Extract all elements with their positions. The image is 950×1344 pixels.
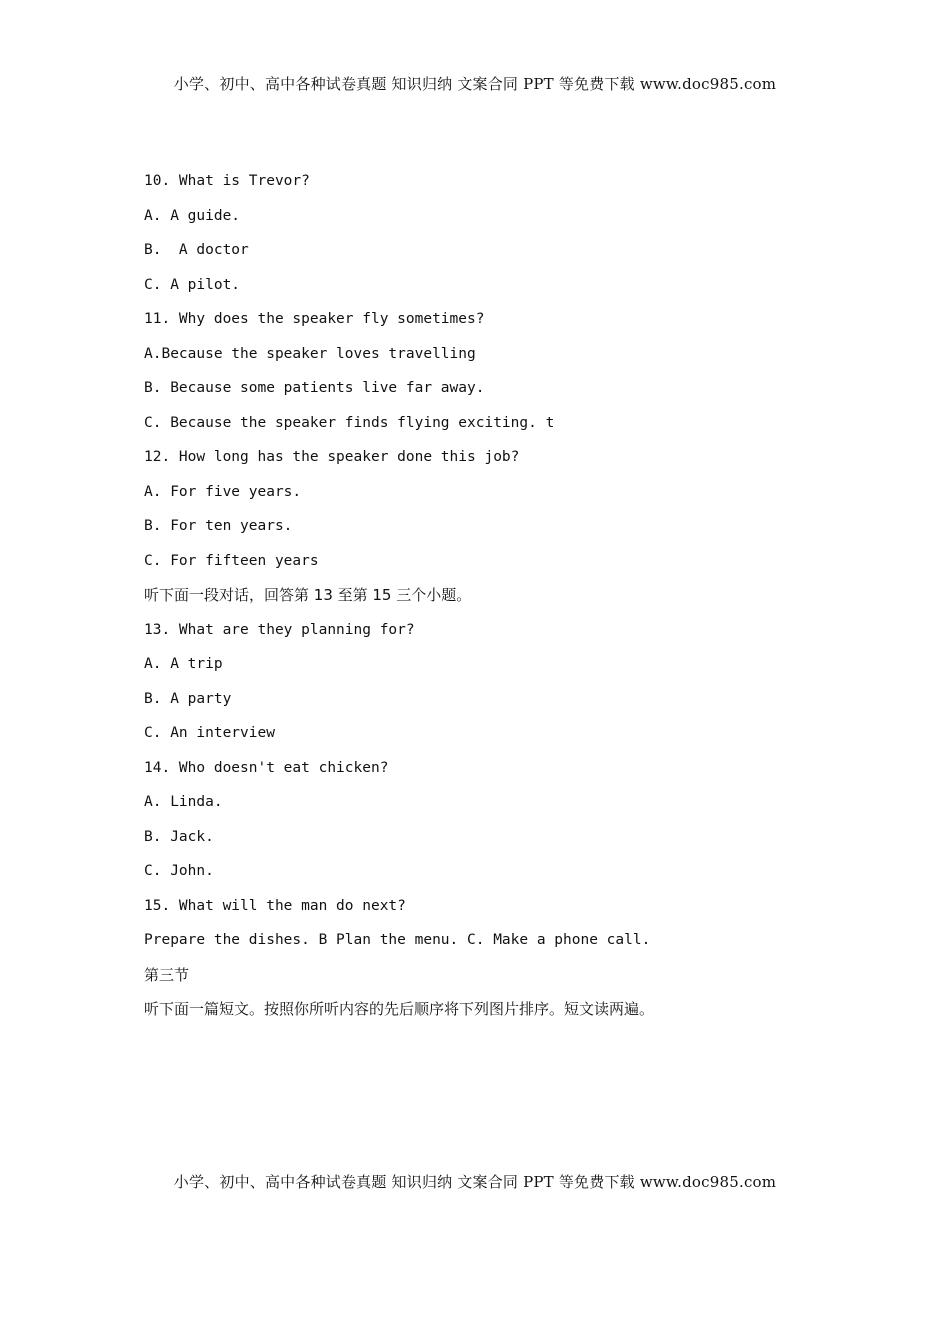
option-10-a: A. A guide. [144, 207, 241, 224]
page-header: 小学、初中、高中各种试卷真题 知识归纳 文案合同 PPT 等免费下载 www.doc985.com [173, 75, 777, 93]
question-10: 10. What is Trevor? [144, 173, 310, 189]
option-14-b: B. Jack. [144, 828, 214, 845]
option-14-a: A. Linda. [144, 794, 223, 810]
option-11-a: A.Because the speaker loves travelling [144, 345, 476, 362]
document-body [144, 170, 844, 1033]
option-13-c: C. An interview [144, 725, 275, 741]
options-15: Prepare the dishes. B Plan the menu. C. Make a phone call. [144, 932, 651, 948]
question-11: 11. Why does the speaker fly sometimes? [144, 311, 485, 327]
option-13-b: B. A party [144, 690, 232, 707]
question-12: 12. How long has the speaker done this job? [144, 449, 520, 465]
option-11-b: B. Because some patients live far away. [144, 380, 485, 396]
option-12-c: C. For fifteen years [144, 552, 319, 569]
section-instruction-dialogue: 听下面一段对话，回答第 13 至第 15 三个小题。 [144, 586, 472, 604]
option-13-a: A. A trip [144, 656, 223, 672]
question-15: 15. What will the man do next? [144, 897, 406, 914]
option-14-c: C. John. [144, 863, 214, 879]
option-11-c: C. Because the speaker finds flying exciting. t [144, 414, 555, 431]
section-title: 第三节 [144, 965, 190, 984]
question-14: 14. Who doesn't eat chicken? [144, 759, 389, 776]
option-10-b: B. A doctor [144, 242, 249, 258]
option-12-b: B. For ten years. [144, 518, 293, 534]
question-13: 13. What are they planning for? [144, 621, 415, 638]
section-instruction-passage: 听下面一篇短文。按照你所听内容的先后顺序将下列图片排序。短文读两遍。 [144, 1000, 655, 1018]
option-10-c: C. A pilot. [144, 276, 241, 293]
page-footer: 小学、初中、高中各种试卷真题 知识归纳 文案合同 PPT 等免费下载 www.doc985.com [173, 1173, 777, 1191]
option-12-a: A. For five years. [144, 483, 302, 500]
